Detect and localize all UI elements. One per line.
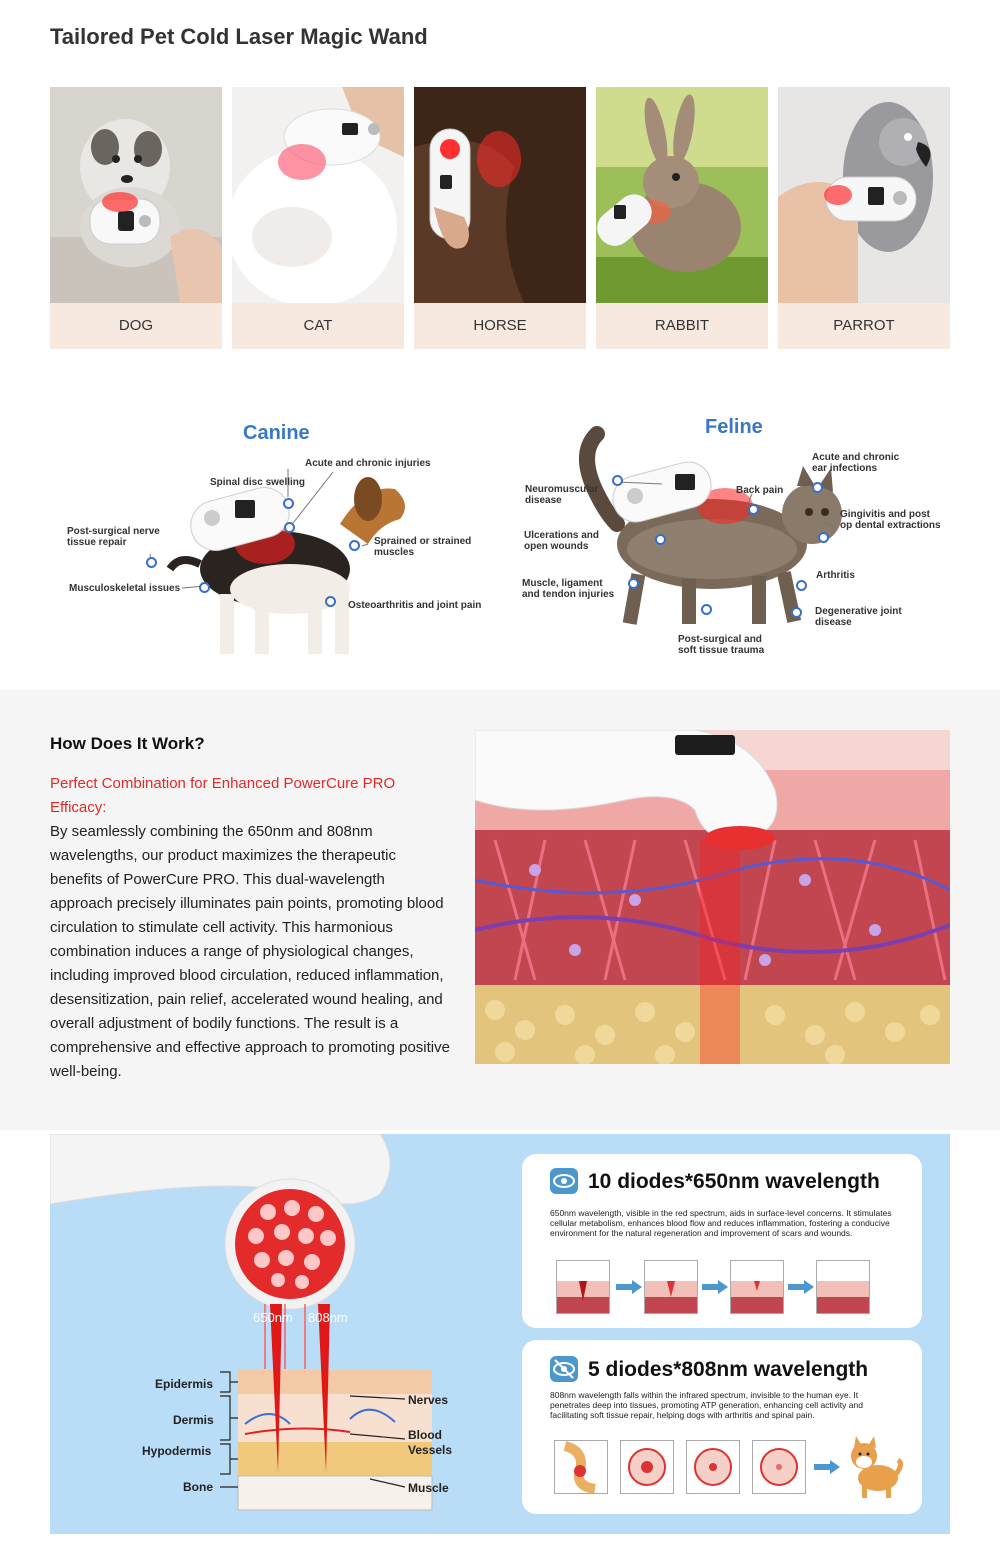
feline-callout: Neuromuscular disease (525, 484, 599, 506)
marker-dot (349, 540, 360, 551)
canine-heading: Canine (243, 422, 310, 444)
animal-label: DOG (118, 317, 154, 334)
layer-label: Muscle (408, 1481, 449, 1495)
canine-callout: Acute and chronic injuries (305, 458, 431, 469)
eye-off-icon (550, 1356, 578, 1382)
marker-dot (283, 498, 294, 509)
marker-dot (791, 607, 802, 618)
layer-label: Bone (183, 1480, 213, 1494)
joint-stage-thumb (620, 1440, 674, 1494)
device-skin-illustration (50, 1134, 510, 1534)
how-it-works-section (0, 690, 1000, 1130)
marker-dot (818, 532, 829, 543)
layer-label: Dermis (173, 1413, 214, 1427)
beam-label-808: 808nm (308, 1310, 348, 1325)
joint-stage-thumb (752, 1440, 806, 1494)
layer-label: Hypodermis (142, 1444, 212, 1458)
page-title: Tailored Pet Cold Laser Magic Wand (50, 24, 428, 49)
animal-card-parrot (778, 87, 950, 349)
marker-dot (701, 604, 712, 615)
wavelength-panel (50, 1134, 950, 1534)
animal-label: RABBIT (654, 317, 710, 334)
animal-label: HORSE (473, 317, 527, 334)
animal-card-dog (50, 87, 222, 349)
feline-diagram (507, 394, 951, 692)
canine-callout: Post-surgical nerve tissue repair (67, 526, 160, 548)
how-body: By seamlessly combining the 650nm and 808nm wavelengths, our product maximizes the therapeutic benefits of PowerCure PRO. This dual-wavelength approach precisely illuminates pain points, promoting blood circulation to stimulate cell activity. This harmonious combination induces a range of physiological changes, including improved blood circulation, reduced inflammation, desensitization, pain relief, accelerated wound healing, and overall adjustment of bodily functions. The result is a comprehensive and effective approach to promoting positive well-being. (50, 823, 450, 1080)
wavelength-808-card (522, 1340, 922, 1514)
feline-callout: Acute and chronic ear infections (812, 452, 900, 474)
feline-callout: Muscle, ligament and tendon injuries (522, 578, 615, 600)
marker-dot (812, 482, 823, 493)
cat-photo (232, 87, 404, 303)
canine-diagram (50, 394, 494, 692)
eye-icon (550, 1168, 578, 1194)
parrot-photo (778, 87, 950, 303)
skin-cross-section-image (475, 730, 950, 1064)
dog-photo (50, 87, 222, 303)
wound-stage-thumb (556, 1260, 610, 1314)
animal-card-horse (414, 87, 586, 349)
wound-stage-thumb (730, 1260, 784, 1314)
arrow-right-icon (814, 1460, 840, 1474)
marker-dot (628, 578, 639, 589)
animal-cards (50, 87, 950, 349)
layer-label: Epidermis (155, 1377, 214, 1391)
feline-callout: Gingivitis and post op dental extractions (840, 509, 941, 531)
canine-callout: Osteoarthritis and joint pain (348, 600, 482, 611)
marker-dot (796, 580, 807, 591)
arrow-right-icon (616, 1280, 642, 1294)
feline-callout: Arthritis (816, 570, 855, 581)
wavelength-808-title: 5 diodes*808nm wavelength (588, 1358, 869, 1381)
wavelength-808-text: 808nm wavelength falls within the infrared spectrum, invisible to the human eye. It penetrates deep into tissues, promoting ATP generation, enhancing cell activity and facilitating soft tissue repair, helping dogs with arthritis and spinal pain. (550, 1390, 863, 1420)
canine-callout: Spinal disc swelling (210, 477, 306, 488)
horse-photo (414, 87, 586, 303)
canine-callout: Sprained or strained muscles (374, 536, 472, 558)
marker-dot (146, 557, 157, 568)
shiba-dog-icon (844, 1434, 904, 1500)
wound-stage-thumb (816, 1260, 870, 1314)
how-subheading: Perfect Combination for Enhanced PowerCure PRO Efficacy: (50, 775, 396, 816)
marker-dot (655, 534, 666, 545)
wavelength-650-card (522, 1154, 922, 1328)
joint-stage-thumb (686, 1440, 740, 1494)
marker-dot (325, 596, 336, 607)
wavelength-650-text: 650nm wavelength, visible in the red spectrum, aids in surface-level concerns. It stimulates cellular metabolism, enhances blood flow and reduces inflammation, fostering a conducive environment for the natural regeneration and improvement of scars and wounds. (550, 1208, 892, 1238)
marker-dot (284, 522, 295, 533)
how-heading: How Does It Work? (50, 734, 205, 753)
feline-callout: Ulcerations and open wounds (524, 530, 600, 552)
canine-callout: Musculoskeletal issues (69, 583, 181, 594)
feline-callout: Back pain (736, 485, 784, 496)
beam-label-650: 650nm (253, 1310, 293, 1325)
marker-dot (748, 504, 759, 515)
animal-card-rabbit (596, 87, 768, 349)
arrow-right-icon (788, 1280, 814, 1294)
feline-heading: Feline (705, 416, 763, 438)
marker-dot (199, 582, 210, 593)
feline-callout: Degenerative joint disease (815, 606, 902, 628)
rabbit-photo (596, 87, 768, 303)
joint-stage-thumb (554, 1440, 608, 1494)
arrow-right-icon (702, 1280, 728, 1294)
wound-stage-thumb (644, 1260, 698, 1314)
marker-dot (612, 475, 623, 486)
animal-label: PARROT (833, 317, 895, 334)
layer-label: Blood Vessels (408, 1428, 453, 1457)
feline-callout: Post-surgical and soft tissue trauma (678, 634, 765, 656)
wavelength-650-title: 10 diodes*650nm wavelength (588, 1170, 880, 1193)
animal-card-cat (232, 87, 404, 349)
animal-label: CAT (303, 317, 333, 334)
layer-label: Nerves (408, 1393, 449, 1407)
